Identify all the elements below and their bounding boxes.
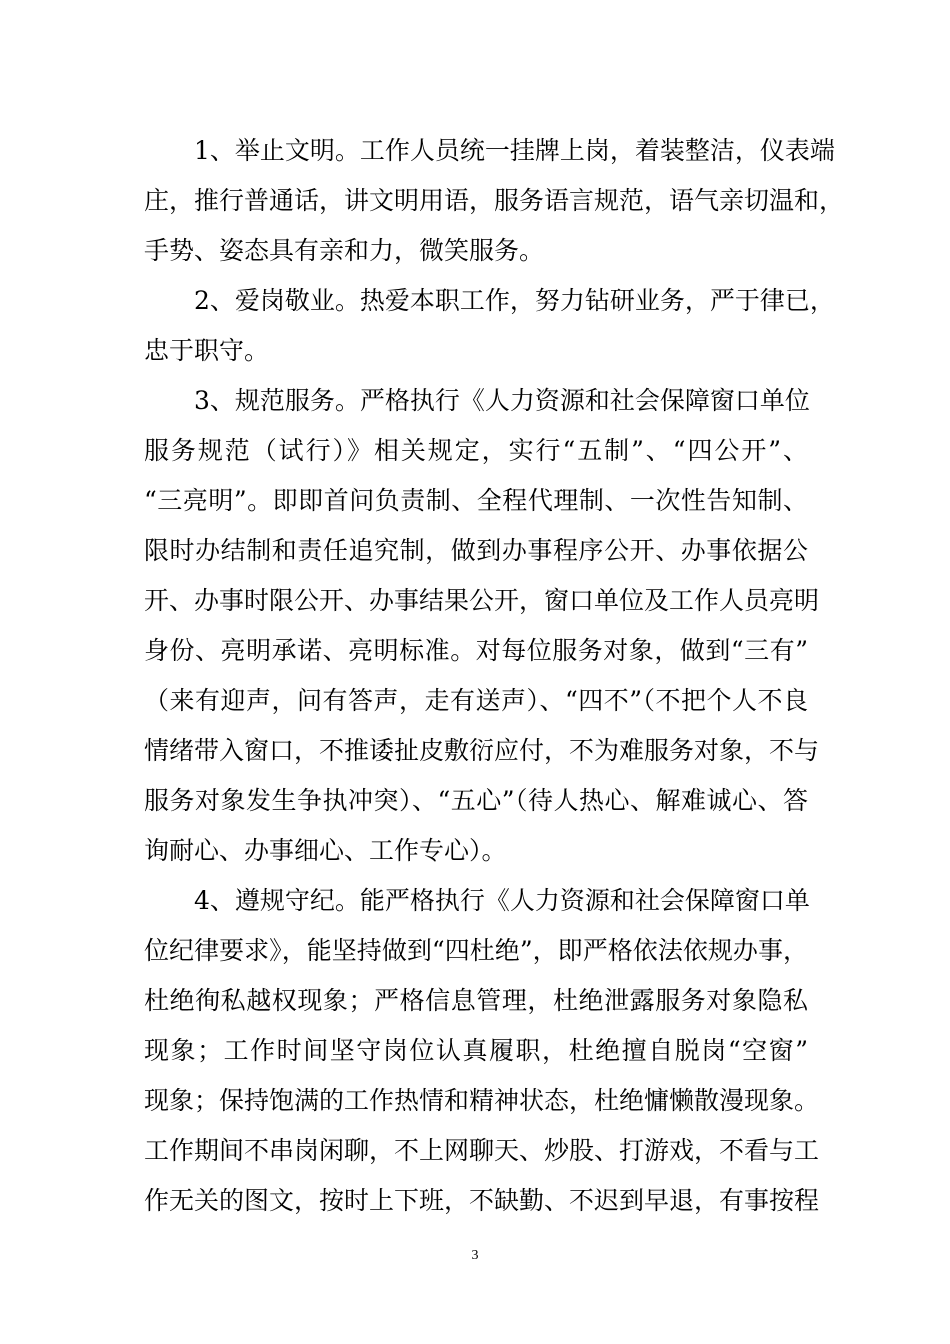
- paragraph-1-line-1: 1、举止文明。工作人员统一挂牌上岗，着装整洁，仪表端: [194, 136, 835, 165]
- paragraph-3-line-3: “三亮明”。即即首问负责制、全程代理制、一次性告知制、: [144, 486, 808, 515]
- paragraph-4-line-5: 现象；保持饱满的工作热情和精神状态，杜绝慵懒散漫现象。: [144, 1086, 820, 1115]
- paragraph-3-line-5: 开、办事时限公开、办事结果公开，窗口单位及工作人员亮明: [144, 586, 820, 615]
- paragraph-4-line-4: 现象；工作时间坚守岗位认真履职，杜绝擅自脱岗“空窗”: [144, 1036, 808, 1065]
- paragraph-3-line-4: 限时办结制和责任追究制，做到办事程序公开、办事依据公: [144, 536, 808, 565]
- paragraph-3-line-9: 服务对象发生争执冲突）、“五心”（待人热心、解难诚心、答: [144, 786, 808, 815]
- paragraph-1-line-2: 庄，推行普通话，讲文明用语，服务语言规范，语气亲切温和，: [144, 186, 845, 215]
- paragraph-3-line-8: 情绪带入窗口，不推诿扯皮敷衍应付，不为难服务对象，不与: [144, 736, 820, 765]
- page-number: 3: [471, 1248, 479, 1263]
- paragraph-4-line-7: 作无关的图文，按时上下班，不缺勤、不迟到早退，有事按程: [144, 1186, 820, 1215]
- paragraph-3-line-10: 询耐心、办事细心、工作专心）。: [144, 836, 507, 865]
- paragraph-3-line-2: 服务规范（试行）》相关规定，实行“五制”、“四公开”、: [144, 436, 808, 465]
- paragraph-4-line-1: 4、遵规守纪。能严格执行《人力资源和社会保障窗口单: [194, 886, 810, 915]
- paragraph-1-line-3: 手势、姿态具有亲和力，微笑服务。: [144, 236, 545, 265]
- paragraph-4-line-2: 位纪律要求》，能坚持做到“四杜绝”，即严格依法依规办事，: [144, 936, 808, 965]
- paragraph-2-line-2: 忠于职守。: [144, 336, 270, 365]
- paragraph-4-line-6: 工作期间不串岗闲聊，不上网聊天、炒股、打游戏，不看与工: [144, 1136, 820, 1165]
- paragraph-3-line-7: （来有迎声，问有答声，走有送声）、“四不”（不把个人不良: [144, 686, 808, 715]
- paragraph-3-line-1: 3、规范服务。严格执行《人力资源和社会保障窗口单位: [194, 386, 810, 415]
- paragraph-2-line-1: 2、爱岗敬业。热爱本职工作，努力钻研业务，严于律已，: [194, 286, 835, 315]
- paragraph-4-line-3: 杜绝徇私越权现象；严格信息管理，杜绝泄露服务对象隐私: [144, 986, 808, 1015]
- paragraph-3-line-6: 身份、亮明承诺、亮明标准。对每位服务对象，做到“三有”: [144, 636, 808, 665]
